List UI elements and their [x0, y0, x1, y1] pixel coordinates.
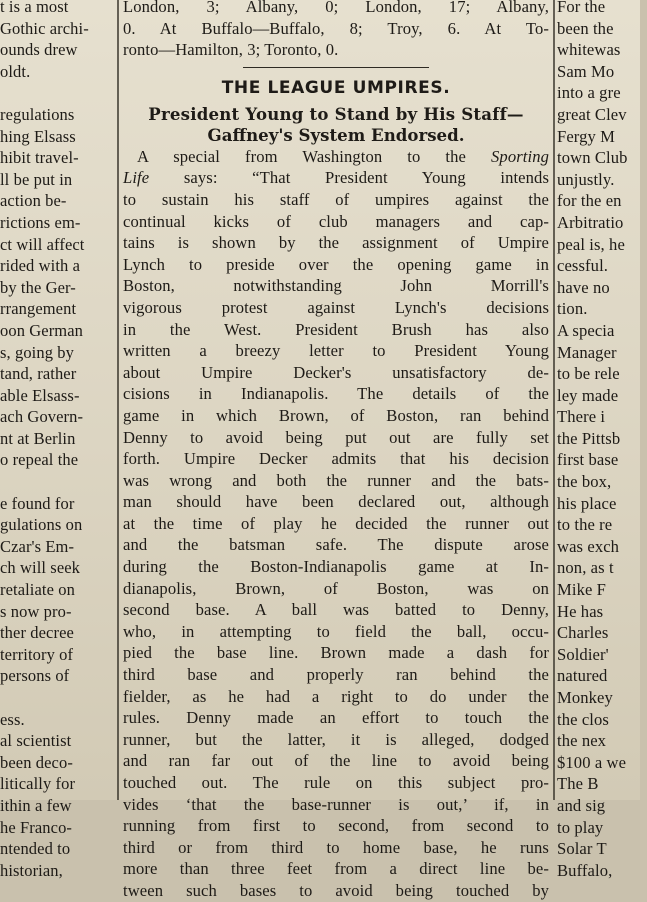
- text-line: whitewas: [557, 40, 621, 60]
- scores-line: 0. At Buffalo—Buffalo, 8; Troy, 6. At To-: [123, 18, 549, 38]
- text-line: $100 a we: [557, 752, 627, 772]
- text-line: ch will seek: [0, 558, 81, 578]
- text-line: his place: [557, 493, 617, 513]
- text-line: Monkey: [557, 688, 613, 707]
- text-line: cisions in Indianapolis. The details of the: [123, 384, 549, 404]
- article-body-line: A special from Washington to the Sporting: [137, 146, 549, 166]
- text-line: and sig: [557, 795, 606, 815]
- text-line: runner, but the latter, it is alleged, dodged: [123, 729, 549, 749]
- text-line: during the Boston-Indianapolis game at In-: [123, 557, 549, 577]
- text-line: [0, 82, 113, 104]
- text-line: tion.: [557, 299, 588, 319]
- text-line: and ran far out of the line to avoid being: [123, 751, 549, 771]
- text-line: hibit travel-: [0, 148, 79, 168]
- text-line: been deco-: [0, 752, 73, 772]
- text-line: t is a most: [0, 0, 69, 16]
- text-line: s now pro-: [0, 601, 72, 621]
- text-line: great Clev: [557, 104, 627, 124]
- text-line: who, in attempting to field the ball, occu-: [123, 621, 549, 641]
- text-line: Lynch to preside over the opening game in: [123, 254, 549, 274]
- text-line: able Elsass-: [0, 385, 80, 405]
- text-line: regulations: [0, 104, 75, 124]
- text-line: e found for: [0, 493, 75, 513]
- right-column: [557, 0, 647, 881]
- text-line: and the batsman safe. The dispute arose: [123, 535, 549, 555]
- column-rule-right: [553, 0, 555, 800]
- text-line: to play: [557, 817, 604, 837]
- text-line: Boston, notwithstanding John Morrill's: [123, 276, 549, 296]
- text-line: for the en: [557, 191, 622, 211]
- text-line: [0, 471, 113, 493]
- text-line: historian,: [0, 860, 63, 880]
- text-line: to the re: [557, 515, 613, 535]
- text-line: written a breezy letter to President Young: [123, 341, 549, 361]
- text-line: natured: [557, 666, 608, 686]
- text-line: ct will affect: [0, 234, 85, 254]
- text-line: Solar T: [557, 839, 607, 859]
- text-line: third base and properly ran behind the: [123, 665, 549, 685]
- text-line: been the: [557, 18, 614, 38]
- text-line: gulations on: [0, 515, 83, 535]
- text-line: s, going by: [0, 342, 74, 362]
- text-line: o repeal the: [0, 450, 79, 470]
- text-line: oldt.: [0, 61, 31, 81]
- text-line: There i: [557, 407, 606, 427]
- text-line: action be-: [0, 191, 67, 211]
- scores-line: ronto—Hamilton, 3; Toronto, 0.: [123, 40, 339, 60]
- text-line: the box,: [557, 472, 612, 492]
- text-line: A specia: [557, 320, 615, 340]
- text-line: cessful.: [557, 256, 609, 276]
- text-line: was wrong and both the runner and the bats-: [123, 470, 549, 490]
- article-body: [123, 189, 549, 902]
- text-line: the nex: [557, 731, 607, 751]
- text-line: rided with a: [0, 256, 81, 276]
- text-line: was exch: [557, 536, 620, 556]
- text-line: Manager: [557, 342, 617, 362]
- text-line: to sustain his staff of umpires against the: [123, 189, 549, 209]
- text-line: by the Ger-: [0, 277, 76, 297]
- article-headline: THE LEAGUE UMPIRES.: [221, 77, 451, 98]
- text-line: at the time of play he decided the runner out: [123, 513, 549, 533]
- text-line: ithin a few: [0, 795, 72, 815]
- right-column-text: [557, 0, 647, 881]
- text-line: vides ‘that the base-runner is out,’ if, in: [123, 794, 549, 814]
- text-line: oon German: [0, 320, 84, 340]
- text-line: rules. Denny made an effort to touch the: [123, 708, 549, 728]
- article-deck-line: Gaffney's System Endorsed.: [207, 124, 465, 145]
- text-line: ther decree: [0, 623, 74, 643]
- section-divider: [243, 67, 429, 68]
- text-line: For the: [557, 0, 606, 16]
- text-line: running from first to second, from second to: [123, 816, 549, 836]
- text-line: town Club: [557, 148, 628, 168]
- text-line: ounds drew: [0, 40, 78, 60]
- text-line: man should have been declared out, although: [123, 492, 549, 512]
- text-line: al scientist: [0, 731, 72, 751]
- text-line: third or from third to home base, he runs: [123, 837, 549, 857]
- text-line: Charles: [557, 623, 609, 643]
- text-line: The B: [557, 774, 599, 794]
- text-line: Mike F: [557, 580, 607, 600]
- text-line: tains is shown by the assignment of Umpire: [123, 233, 549, 253]
- text-line: fielder, as he had a right to do under the: [123, 686, 549, 706]
- text-line: dianapolis, Brown, of Boston, was on: [123, 578, 549, 598]
- column-rule-left: [117, 0, 119, 800]
- text-line: game in which Brown, of Boston, ran behind: [123, 405, 549, 425]
- text-line: the Pittsb: [557, 428, 621, 448]
- text-line: hing Elsass: [0, 126, 76, 146]
- left-column-text: [0, 0, 113, 881]
- text-line: he Franco-: [0, 817, 73, 837]
- text-line: Fergy M: [557, 126, 616, 146]
- text-line: in the West. President Brush has also: [123, 319, 549, 339]
- text-line: litically for: [0, 774, 76, 794]
- text-line: the clos: [557, 709, 609, 729]
- text-line: touched out. The rule on this subject pro-: [123, 773, 549, 792]
- text-line: Sam Mo: [557, 61, 615, 81]
- text-line: ley made: [557, 385, 619, 405]
- text-line: have no: [557, 277, 610, 297]
- text-line: Czar's Em-: [0, 536, 75, 556]
- article-body-line: Life says: “That President Young intends: [123, 168, 549, 188]
- text-line: Soldier': [557, 644, 609, 664]
- text-line: pied the base line. Brown made a dash for: [123, 643, 549, 663]
- text-line: persons of: [0, 666, 70, 686]
- text-line: Denny to avoid being put out are fully set: [123, 427, 549, 447]
- text-line: rictions em-: [0, 212, 81, 232]
- text-line: tween such bases to avoid being touched by: [123, 880, 549, 900]
- text-line: [0, 687, 113, 709]
- text-line: non, as t: [557, 558, 614, 578]
- text-line: peal is, he: [557, 234, 625, 254]
- text-line: Gothic archi-: [0, 18, 89, 38]
- scores-line: London, 3; Albany, 0; London, 17; Albany,: [123, 0, 549, 16]
- text-line: about Umpire Decker's unsatisfactory de-: [123, 362, 549, 382]
- text-line: to be rele: [557, 364, 620, 384]
- text-line: ess.: [0, 709, 25, 729]
- text-line: continual kicks of club managers and cap-: [123, 211, 549, 231]
- text-line: vigorous protest against Lynch's decisions: [123, 297, 549, 317]
- text-line: retaliate on: [0, 580, 75, 600]
- text-line: He has: [557, 601, 604, 621]
- text-line: unjustly.: [557, 169, 615, 189]
- left-column: [0, 0, 113, 881]
- text-line: tand, rather: [0, 364, 77, 384]
- text-line: ntended to: [0, 839, 71, 859]
- article-deck-line: President Young to Stand by His Staff—: [148, 103, 524, 124]
- text-line: ach Govern-: [0, 407, 84, 427]
- text-line: territory of: [0, 644, 74, 664]
- text-line: nt at Berlin: [0, 428, 76, 448]
- main-column: [123, 0, 549, 902]
- text-line: more than three feet from a direct line be-: [123, 859, 549, 879]
- text-line: forth. Umpire Decker admits that his decision: [123, 449, 549, 469]
- text-line: first base: [557, 450, 619, 470]
- text-line: into a gre: [557, 83, 621, 103]
- text-line: Buffalo,: [557, 860, 613, 880]
- text-line: ll be put in: [0, 169, 73, 189]
- text-line: rrangement: [0, 299, 77, 319]
- text-line: second base. A ball was batted to Denny,: [123, 600, 549, 620]
- text-line: Arbitratio: [557, 212, 624, 232]
